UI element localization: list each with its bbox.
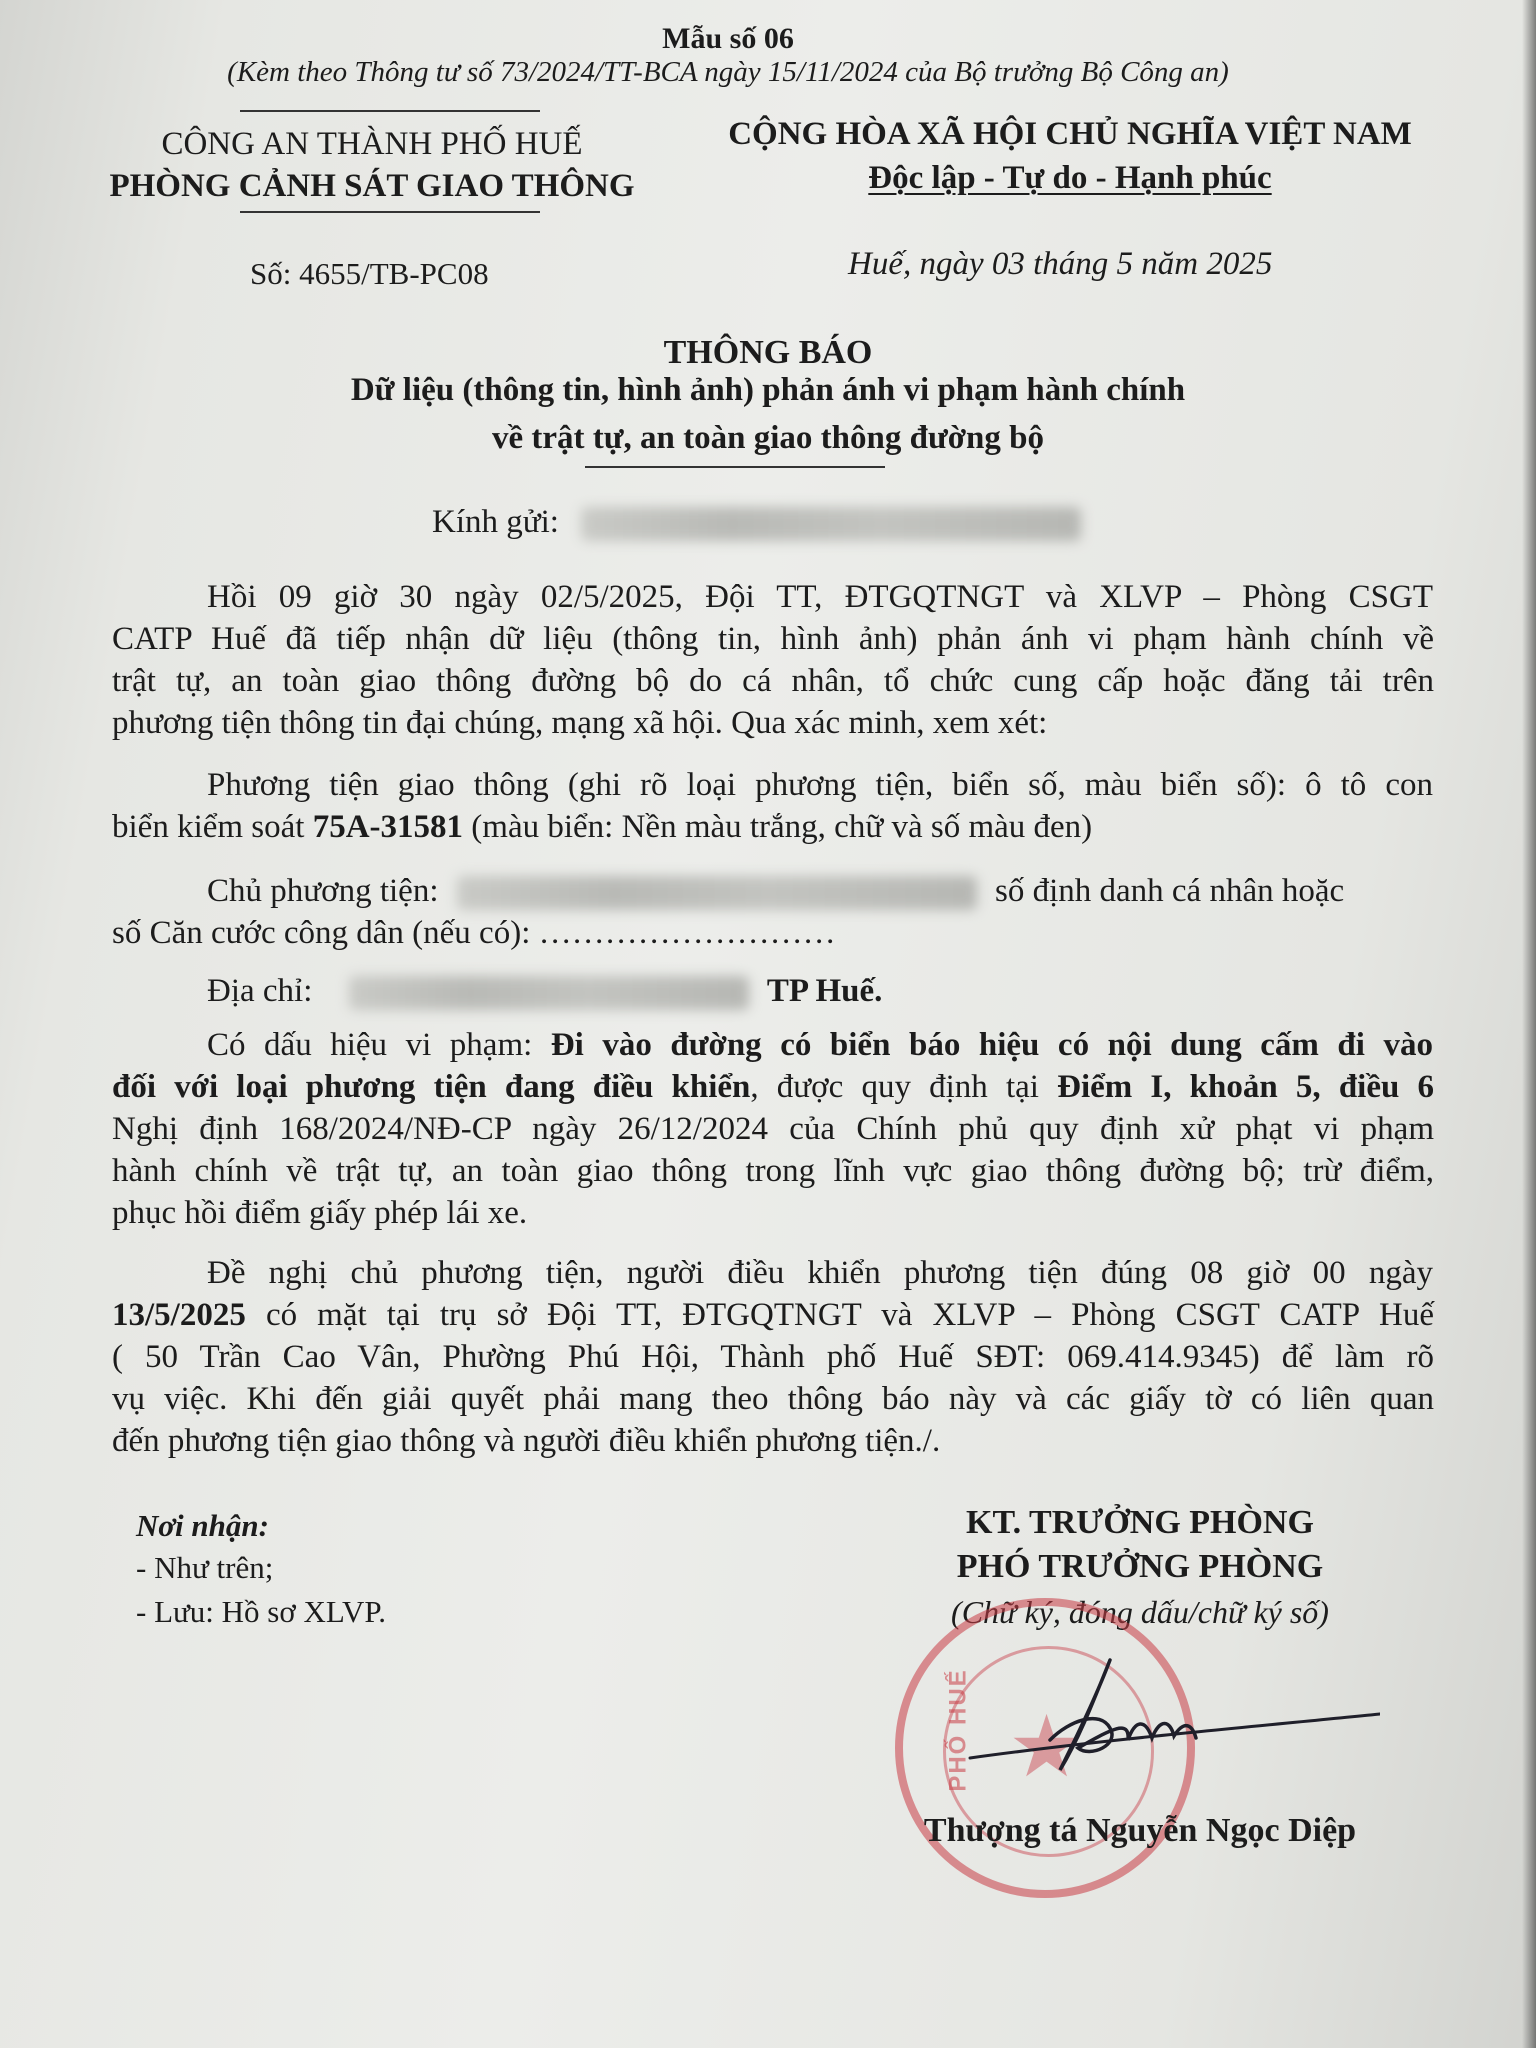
violation-bold3: Điểm I, khoản 5, điều 6 <box>1057 1069 1435 1105</box>
recipients-item2: - Lưu: Hồ sơ XLVP. <box>136 1594 386 1629</box>
violation-pre: Có dấu hiệu vi phạm: <box>207 1027 551 1063</box>
recipient-redacted <box>581 507 1081 541</box>
p1-line3: trật tự, an toàn giao thông đường bộ do cá nhân, tổ chức cung cấp hoặc đăng tải trên <box>112 663 1434 699</box>
title-underline <box>585 466 885 468</box>
agency-underline <box>240 211 540 213</box>
address-city: TP Huế. <box>766 973 883 1009</box>
star-icon: ★ <box>1008 1699 1086 1795</box>
p1-line1: Hồi 09 giờ 30 ngày 02/5/2025, Đội TT, ĐTGQTNGT và XLVP – Phòng CSGT <box>207 579 1433 615</box>
agency-line1: CÔNG AN THÀNH PHỐ HUẾ <box>161 126 583 162</box>
vehicle-line1: Phương tiện giao thông (ghi rõ loại phương tiện, biển số, màu biển số): ô tô con <box>207 767 1433 803</box>
violation-bold1: Đi vào đường có biển báo hiệu có nội dung cấm đi vào <box>550 1027 1433 1063</box>
agency-line2: PHÒNG CẢNH SÁT GIAO THÔNG <box>109 168 635 204</box>
nation-motto <box>680 160 1460 197</box>
form-note: (Kèm theo Thông tư số 73/2024/TT-BCA ngày 15/11/2024 của Bộ trưởng Bộ Công an) <box>227 56 1229 88</box>
nation-line1: CỘNG HÒA XÃ HỘI CHỦ NGHĨA VIỆT NAM <box>728 116 1412 152</box>
violation-bold2: đối với loại phương tiện đang điều khiển <box>112 1069 751 1105</box>
place-date: Huế, ngày 03 tháng 5 năm 2025 <box>848 246 1273 282</box>
owner-redacted <box>457 876 977 910</box>
doc-number: Số: 4655/TB-PC08 <box>250 256 489 291</box>
id-line: số Căn cước công dân (nếu có): ……………………… <box>112 915 836 951</box>
violation-line1 <box>207 1024 1433 1066</box>
recipient-label: Kính gửi: <box>432 504 559 540</box>
handwritten-signature <box>960 1640 1380 1800</box>
signer-name: Thượng tá Nguyễn Ngọc Diệp <box>923 1812 1357 1849</box>
doc-title: THÔNG BÁO <box>663 334 873 371</box>
vehicle-line2 <box>112 806 1437 848</box>
request-line2 <box>112 1294 1434 1336</box>
license-plate: 75A-31581 <box>312 809 464 845</box>
p1-line4: phương tiện thông tin đại chúng, mạng xã hội. Qua xác minh, xem xét: <box>112 705 1048 741</box>
violation-line3: Nghị định 168/2024/NĐ-CP ngày 26/12/2024 của Chính phủ quy định xử phạt vi phạm <box>112 1111 1434 1147</box>
violation-line4: hành chính về trật tự, an toàn giao thông trong lĩnh vực giao thông đường bộ; trừ điểm, <box>112 1153 1434 1189</box>
violation-mid: , được quy định tại <box>750 1069 1058 1105</box>
violation-line2 <box>112 1066 1434 1108</box>
signature-title2: PHÓ TRƯỞNG PHÒNG <box>956 1548 1324 1585</box>
request-line5: đến phương tiện giao thông và người điều khiển phương tiện./. <box>112 1423 941 1459</box>
address-redacted <box>349 976 749 1010</box>
request-line4: vụ việc. Khi đến giải quyết phải mang theo thông báo này và các giấy tờ có liên quan <box>112 1381 1434 1417</box>
address-row <box>207 970 1532 1012</box>
request-line3: ( 50 Trần Cao Vân, Phường Phú Hội, Thành phố Huế SĐT: 069.414.9345) để làm rõ <box>112 1339 1434 1375</box>
p1-line2: CATP Huế đã tiếp nhận dữ liệu (thông tin, hình ảnh) phản ánh vi phạm hành chính về <box>112 621 1434 657</box>
vehicle-line2-pre: biển kiểm soát <box>112 809 313 845</box>
signature-note: (Chữ ký, đóng dấu/chữ ký số) <box>951 1594 1329 1630</box>
owner-tail: số định danh cá nhân hoặc <box>995 873 1345 909</box>
recipients-label: Nơi nhận: <box>136 1508 269 1543</box>
request-line1: Đề nghị chủ phương tiện, người điều khiển phương tiện đúng 08 giờ 00 ngày <box>207 1255 1433 1291</box>
stamp-text: PHỐ HUẾ <box>944 1668 972 1792</box>
doc-subtitle2: về trật tự, an toàn giao thông đường bộ <box>491 420 1044 456</box>
form-number: Mẫu số 06 <box>662 22 794 55</box>
request-date: 13/5/2025 <box>112 1297 246 1333</box>
doc-subtitle1: Dữ liệu (thông tin, hình ảnh) phản ánh vi phạm hành chính <box>350 372 1186 408</box>
nation-line2: Độc lập - Tự do - Hạnh phúc <box>868 160 1272 196</box>
vehicle-line2-post: (màu biển: Nền màu trắng, chữ và số màu đen) <box>463 809 1093 845</box>
address-label: Địa chỉ: <box>207 973 313 1009</box>
owner-label: Chủ phương tiện: <box>207 873 439 909</box>
request-line2-post: có mặt tại trụ sở Đội TT, ĐTGQTNGT và XLVP – Phòng CSGT CATP Huế <box>245 1297 1434 1333</box>
recipients-item1: - Như trên; <box>136 1550 274 1585</box>
owner-row <box>207 870 1532 912</box>
agency-divider <box>240 110 540 112</box>
recipient-row <box>432 504 1081 541</box>
signature-title1: KT. TRƯỞNG PHÒNG <box>966 1504 1314 1541</box>
violation-line5: phục hồi điểm giấy phép lái xe. <box>112 1195 528 1231</box>
